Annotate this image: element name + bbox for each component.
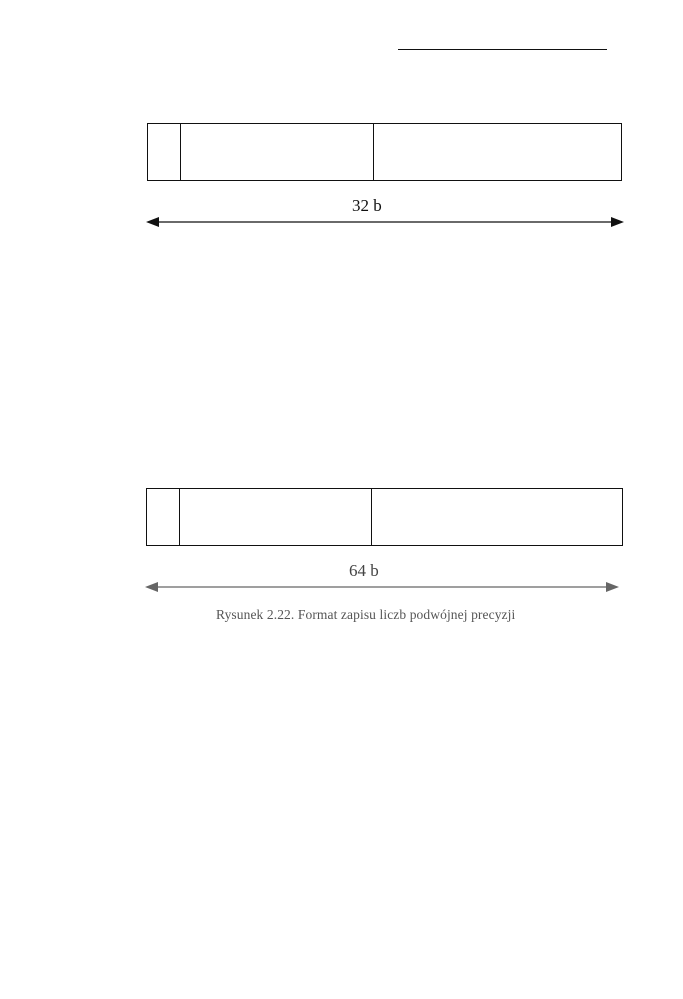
sign-bit-field bbox=[147, 489, 180, 545]
mantissa-field bbox=[372, 489, 622, 545]
double-precision-width-label: 64 b bbox=[349, 561, 379, 580]
single-precision-format-box bbox=[147, 123, 622, 181]
single-precision-width-label: 32 b bbox=[352, 196, 382, 215]
mantissa-field bbox=[374, 124, 621, 180]
exponent-field bbox=[181, 124, 374, 180]
double-precision-format-box bbox=[146, 488, 623, 546]
exponent-field bbox=[180, 489, 372, 545]
single-precision-width-arrow bbox=[146, 214, 624, 230]
figure-caption: Rysunek 2.22. Format zapisu liczb podwójnej precyzji bbox=[216, 607, 516, 622]
sign-bit-field bbox=[148, 124, 181, 180]
header-rule bbox=[398, 49, 607, 50]
double-precision-width-arrow bbox=[145, 579, 619, 595]
